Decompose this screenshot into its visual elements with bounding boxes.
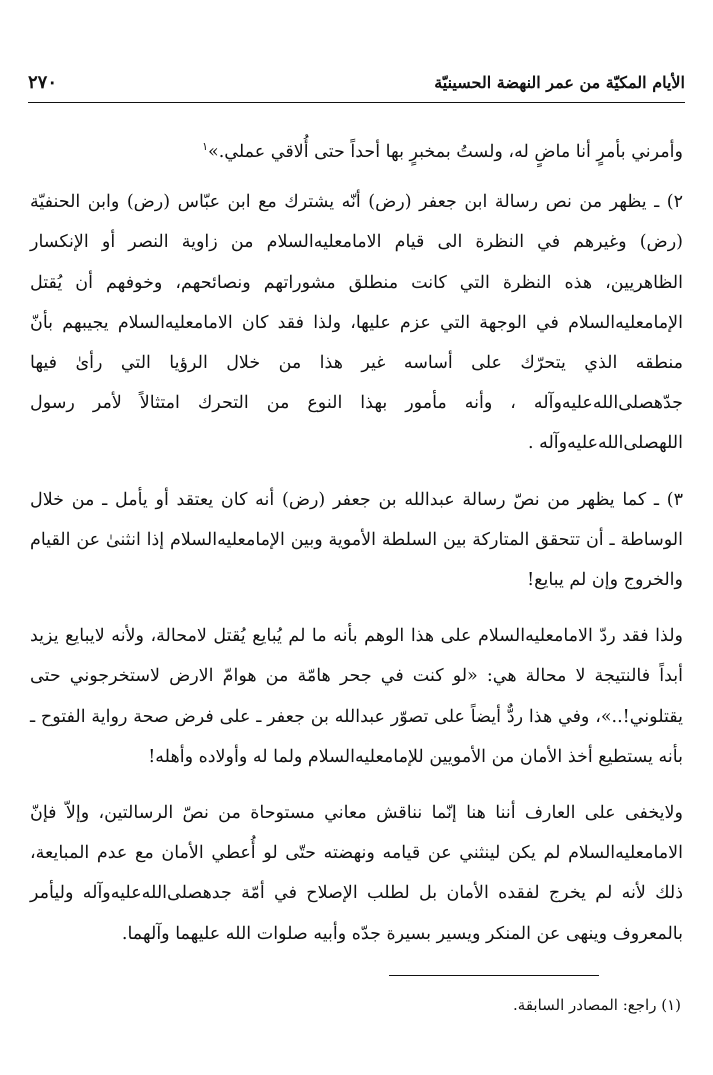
paragraph-quote-end <box>30 132 683 172</box>
page-header <box>28 62 685 103</box>
paragraph-point-3: ٣) ـ كما يظهر من نصّ رسالة عبدالله بن جعفر (رض) أنه كان يعتقد أو يأمل ـ من خلال الوساطة ـ أن تتحقق المتاركة بين السلطة الأموية وبين الإمامعليه‌السلام إذا انثنىٰ عن القيام والخروج وإن لم يبايع! <box>30 489 683 591</box>
paragraph-conclusion: ولايخفى على العارف أننا هنا إنّما نناقش معاني مستوحاة من نصّ الرسالتين، وإلاّ فإنّ الامامعليه‌السلام لم يكن لينثني عن قيامه ونهضته حتّى لو أُعطي الأمان مع عدم المبايعة، ذلك لأنه لم يخرج لفقده الأمان بل لطلب الإصلاح في أمّة جدهصلى‌الله‌عليه‌وآله وليأمر بالمعروف وينهى عن المنكر ويسير بسيرة جدّه وأبيه صلوات الله عليهما وآلهما. <box>30 803 683 944</box>
main-text <box>30 132 683 970</box>
paragraph-reply: ولذا فقد ردّ الامامعليه‌السلام على هذا الوهم بأنه ما لم يُبايع يُقتل لامحالة، ولأنه لايبايع يزيد أبداً فالنتيجة لا محالة هي: «لو كنت في جحر هامّة من هوامّ الارض لاستخرجوني حتى يقتلوني!..»، وفي هذا ردٌّ أيضاً على تصوّر عبدالله بن جعفر ـ على فرض صحة رواية الفتوح ـ بأنه يستطيع أخذ الأمان من الأمويين للإمامعليه‌السلام ولما له وأولاده وأهله! <box>30 626 683 767</box>
footnote-reference: ١ <box>202 140 208 154</box>
page-number: ٢٧٠ <box>28 71 58 93</box>
paragraph-point-2: ٢) ـ يظهر من نص رسالة ابن جعفر (رض) أنّه يشترك مع ابن عبّاس (رض) وابن الحنفيّة (رض) وغيرهم في النظرة الى قيام الامامعليه‌السلام من زاوية النصر أو الإنكسار الظاهريين، هذه النظرة التي كانت منطلق مشوراتهم ونصائحهم، وخوفهم أن يُقتل الإمامعليه‌السلام في الوجهة التي عزم عليها، ولذا فقد كان الامامعليه‌السلام يجيبهم بأنّ منطقه الذي يتحرّك على أساسه غير هذا من خلال الرؤيا التي رأىٰ فيها جدّهصلى‌الله‌عليه‌وآله ، وأنه مأمور بهذا النوع من التحرك امتثالاً لأمر رسول اللهصلى‌الله‌عليه‌وآله . <box>30 192 683 454</box>
footnote: (١) راجع: المصادر السابقة. <box>513 996 681 1014</box>
running-title: الأيام المكيّة من عمر النهضة الحسينيّة <box>434 72 685 92</box>
paragraph-text: وأمرني بأمرٍ أنا ماضٍ له، ولستُ بمخبرٍ بها أحداً حتى أُلاقي عملي.» <box>208 142 683 162</box>
footnote-divider <box>389 975 599 976</box>
